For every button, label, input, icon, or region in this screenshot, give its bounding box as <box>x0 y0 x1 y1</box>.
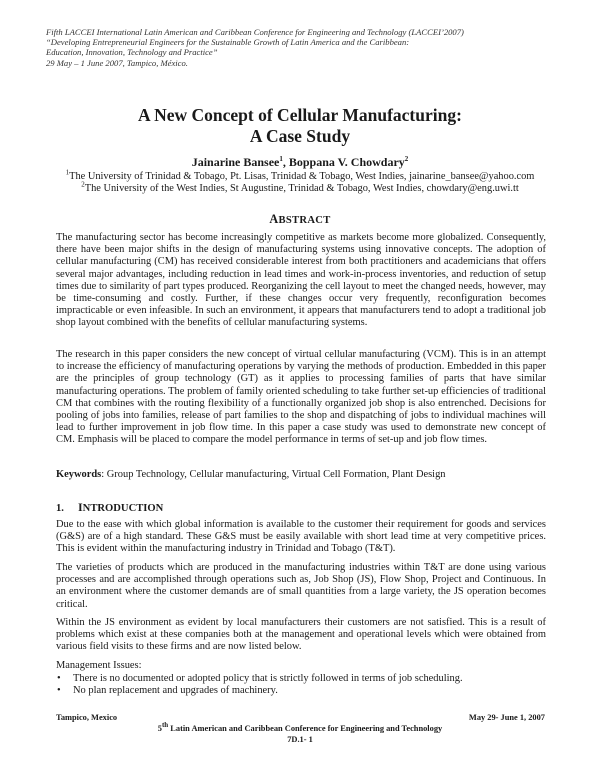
list-item-text: There is no documented or adopted policy that is strictly followed in terms of job scheduling. <box>73 673 463 684</box>
introduction-heading <box>56 500 163 515</box>
affiliation-2-text: The University of the West Indies, St Augustine, Trinidad & Tobago, West Indies, chowdary@eng.uwi.tt <box>84 183 519 194</box>
keywords-label: Keywords <box>56 469 102 480</box>
introduction-heading-initial: I <box>78 500 83 514</box>
bullet-icon: • <box>57 685 61 697</box>
paper-title-line-2: A Case Study <box>249 126 351 146</box>
keywords-text: : Group Technology, Cellular manufacturing, Virtual Cell Formation, Plant Design <box>101 469 446 480</box>
introduction-paragraph-1: Due to the ease with which global information is available to the customer their requirement for goods and services (G&S) are of a high standard. These G&S must be easily available with short lead time at very competitive prices. This is evident within the manufacturing industry in Trinidad and Tobago (T&T). <box>56 519 546 555</box>
affiliation-1-text: The University of Trinidad & Tobago, Pt. Lisas, Trinidad & Tobago, West Indies, jainarine_bansee@yahoo.com <box>69 171 535 182</box>
footer-conference-number: 5 <box>157 724 162 733</box>
abstract-paragraph-2: The research in this paper considers the new concept of virtual cellular manufacturing (VCM). This is in an attempt to increase the efficiency of manufacturing operations by varying the methods of production. Embedded in this paper are the principles of group technology (GT) as it applies to processing families of parts that have similar manufacturing operations. The problem of family oriented scheduling to take further set-up efficiencies of traditional CM that combines with the routing flexibility of a functionally organized job shop is also entrenched. Decisions for pooling of jobs into families, release of part families to the shop and dispatching of jobs to individual machines will lead to further improvement in job flow time. In this paper a case study was used to demonstrate new concept of CM. Emphasis will be placed to compare the model performance in terms of set-up and job flow times. <box>56 349 546 446</box>
conference-header-line-2: “Developing Entrepreneurial Engineers for the Sustainable Growth of Latin America and the Caribbean: <box>46 37 410 48</box>
keywords <box>56 469 546 481</box>
affiliation-2 <box>0 180 600 194</box>
section-number: 1. <box>56 503 64 514</box>
author-1-affil-mark: 1 <box>279 155 283 163</box>
management-issues-label: Management Issues: <box>56 660 142 671</box>
paper-title-line-1: A New Concept of Cellular Manufacturing: <box>138 105 462 125</box>
list-item <box>56 685 546 697</box>
abstract-heading <box>0 212 600 227</box>
list-item <box>56 673 546 685</box>
affiliation-2-mark: 2 <box>81 180 85 189</box>
author-1-name: Jainarine Bansee <box>191 155 280 169</box>
affiliation-1-mark: 1 <box>65 168 70 177</box>
page-number: 7D.1- 1 <box>287 735 313 744</box>
abstract-heading-initial: A <box>269 212 279 226</box>
introduction-heading-rest: NTRODUCTION <box>82 503 164 514</box>
footer-location: Tampico, Mexico <box>56 713 118 722</box>
introduction-paragraph-3: Within the JS environment as evident by local manufacturers their customers are not satisfied. This is a result of problems which exist at these companies both at the management and operational levels which were obtained from various field visits to these firms and are now listed below. <box>56 617 546 653</box>
footer-conference-ordinal: th <box>161 721 169 730</box>
paper-title <box>0 105 600 147</box>
author-2-affil-mark: 2 <box>404 155 409 163</box>
introduction-paragraph-2: The varieties of products which are produced in the manufacturing industries within T&T are done using various processes and are accomplished through operations such as, Job Shop (JS), Flow Shop, Project and Continuous. In an environment where the customer demands are of small quantities from a large variety, the JS operation becomes critical. <box>56 562 546 610</box>
abstract-heading-rest: BSTRACT <box>278 215 331 226</box>
footer-date: May 29- June 1, 2007 <box>468 713 545 722</box>
affiliation-1 <box>0 168 600 182</box>
author-separator: , <box>282 155 289 169</box>
bullet-icon: • <box>57 673 61 684</box>
author-2-name: Boppana V. Chowdary <box>288 155 405 169</box>
footer-conference <box>0 721 600 733</box>
conference-header-line-1: Fifth LACCEI International Latin American and Caribbean Conference for Engineering and Technology (LACCEI’2007) <box>46 27 464 37</box>
list-item-text: No plan replacement and upgrades of machinery. <box>73 685 278 697</box>
conference-header-line-4: 29 May – 1 June 2007, Tampico, México. <box>46 57 188 68</box>
author-list <box>0 155 600 170</box>
conference-header <box>46 27 566 68</box>
abstract-paragraph-1: The manufacturing sector has become increasingly competitive as markets become more globalized. Consequently, there have been major shifts in the design of manufacturing systems using innovative concepts. The adoption of cellular manufacturing (CM) has received considerable interest from both practitioners and academicians that offers several major advantages, including reduction in lead times and work-in-process inventories, and reduction of setup times due to similarity of part types produced. Reorganizing the cell layout to meet the changed needs, however, may be time-consuming and costly. Further, if these changes occur very frequently, reconfiguration becomes impracticable or even infeasible. In such an environment, it appears that manufacturers tend to adopt a traditional job shop layout combined with the benefits of cellular manufacturing systems. <box>56 232 546 329</box>
footer-conference-text: Latin American and Caribbean Conference for Engineering and Technology <box>168 724 443 733</box>
management-issues-list <box>56 673 546 697</box>
conference-header-line-3: Education, Innovation, Technology and Practice” <box>46 47 218 58</box>
